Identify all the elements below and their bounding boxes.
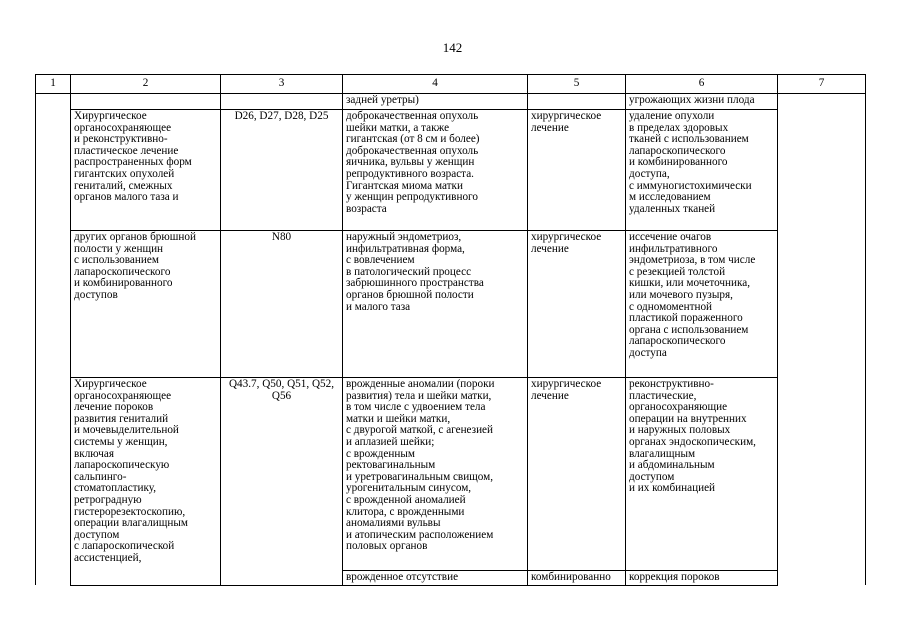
table-row [36,378,866,571]
page-number: 142 [442,40,463,55]
row4-col5: комбинированно [528,571,626,586]
row2-col6: иссечение очагов инфильтративного эндометриоза, в том числе с резекцией толстой кишки, или мочеточника, или мочевого пузыря, с одномоментной пластикой пораженного органа с использованием лапароскопического доступа [626,231,778,378]
row2-col5: хирургическое лечение [528,231,626,378]
row3-col4: врожденные аномалии (пороки развития) тела и шейки матки, в том числе с удвоением тела матки и шейки матки, с двурогой маткой, с агенезией и аплазией шейки; с врожденным ректовагинальным и уретровагинальным свищом, урогенитальным синусом, с врожденной аномалией клитора, с врожденными аномалиями вульвы и атопическим расположением половых органов [343,378,528,571]
header-col-6: 6 [626,75,778,94]
row4-col6: коррекция пороков [626,571,778,586]
procedures-table [35,74,866,586]
row2-col2: других органов брюшной полости у женщин с использованием лапароскопического и комбинированного доступов [71,231,221,378]
continuation-col6: угрожающих жизни плода [626,94,778,110]
continuation-col2 [71,94,221,110]
row4-col4: врожденное отсутствие [343,571,528,586]
row3-col6: реконструктивно- пластические, органосохраняющие операции на внутренних и наружных половых органах эндоскопическим, влагалищным и абдоминальным доступом и их комбинацией [626,378,778,571]
table-row [36,231,866,378]
col7-cell [778,94,866,586]
header-col-5: 5 [528,75,626,94]
header-col-3: 3 [221,75,343,94]
row3-col2: Хирургическое органосохраняющее лечение пороков развития гениталий и мочевыделительной системы у женщин, включая лапароскопическую сальпинго- стоматопластику, ретроградную гистерорезектоскопию, операции влагалищным доступом с лапароскопической ассистенцией, [71,378,221,586]
row2-col4: наружный эндометриоз, инфильтративная форма, с вовлечением в патологический процесс забрюшинного пространства органов брюшной полости и малого таза [343,231,528,378]
header-col-7: 7 [778,75,866,94]
header-col-4: 4 [343,75,528,94]
row2-col3: N80 [221,231,343,378]
col1-cell [36,94,71,586]
continuation-row [36,94,866,110]
row1-col5: хирургическое лечение [528,110,626,231]
table-row [36,110,866,231]
continuation-col3 [221,94,343,110]
header-col-1: 1 [36,75,71,94]
continuation-col5 [528,94,626,110]
row3-col5: хирургическое лечение [528,378,626,571]
continuation-col4: задней уретры) [343,94,528,110]
row1-col4: доброкачественная опухоль шейки матки, а также гигантская (от 8 см и более) доброкачественная опухоль яичника, вульвы у женщин репродуктивного возраста. Гигантская миома матки у женщин репродуктивного возраста [343,110,528,231]
header-row [36,75,866,94]
header-col-2: 2 [71,75,221,94]
row1-col6: удаление опухоли в пределах здоровых тканей с использованием лапароскопического и комбинированного доступа, с иммуногистохимически м исследованием удаленных тканей [626,110,778,231]
row1-col2: Хирургическое органосохраняющее и реконструктивно- пластическое лечение распространенных форм гигантских опухолей гениталий, смежных органов малого таза и [71,110,221,231]
row3-col3: Q43.7, Q50, Q51, Q52, Q56 [221,378,343,586]
row1-col3: D26, D27, D28, D25 [221,110,343,231]
